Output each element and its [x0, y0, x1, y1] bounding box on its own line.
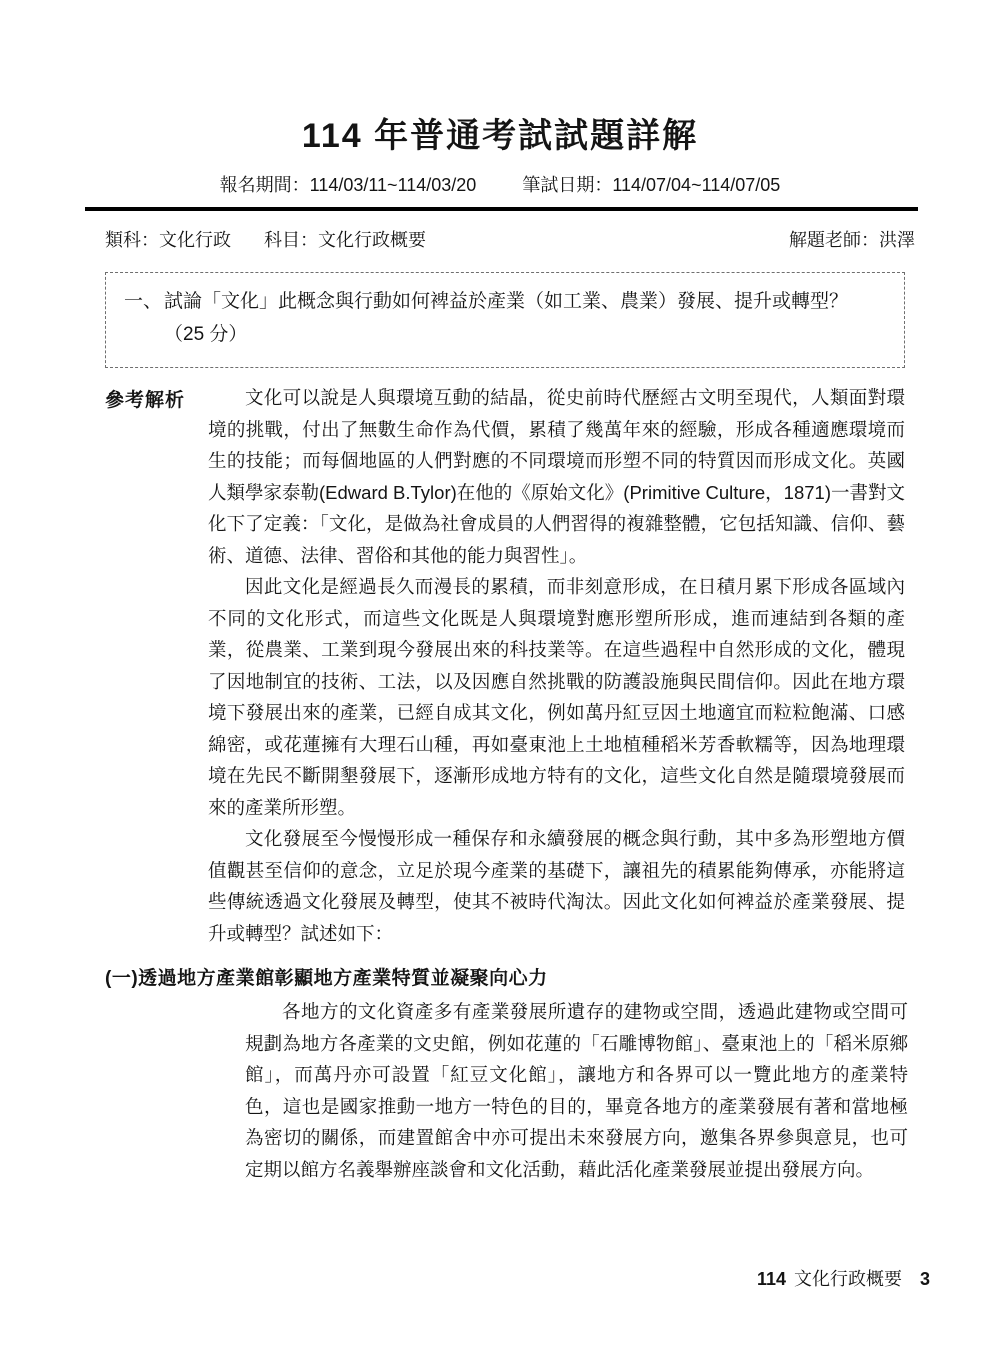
solution-label: 參考解析	[105, 390, 186, 411]
solution-paragraph: 文化發展至今慢慢形成一種保存和永續發展的概念與行動，其中多為形塑地方價值觀甚至信仰的意念，立足於現今產業的基礎下，讓祖先的積累能夠傳承，亦能將這些傳統透過文化發展及轉型，使其不被時代淘汰。因此文化如何裨益於產業發展、提升或轉型？試述如下：	[208, 828, 905, 944]
header-divider	[85, 207, 918, 211]
footer-subject: 文化行政概要	[793, 1269, 902, 1289]
header-dates	[0, 171, 1000, 197]
solution-paragraph: 文化可以說是人與環境互動的結晶，從史前時代歷經古文明至現代，人類面對環境的挑戰，付出了無數生命作為代價，累積了幾萬年來的經驗，形成各種適應環境而生的技能；而每個地區的人們對應的不同環境而形塑不同的特質因而形成文化。英國人類學家泰勒(Edward B.Tylor)在他的《原始文化》(Primitive Culture，1871)一書對文化下了定義：「文化，是做為社會成員的人們習得的複雜整體，它包括知識、信仰、藝術、道德、法律、習俗和其他的能力與習性」。	[208, 387, 905, 566]
solution-body	[208, 382, 905, 949]
footer-page-number: 3	[919, 1269, 930, 1289]
question-text: 試論「文化」此概念與行動如何裨益於產業（如工業、農業）發展、提升或轉型？	[164, 291, 849, 312]
category-label: 類科：文化行政	[105, 230, 231, 250]
written-exam-date: 筆試日期：114/07/04~114/07/05	[522, 175, 781, 195]
subject-label: 科目：文化行政概要	[264, 230, 427, 250]
footer-year: 114	[756, 1269, 786, 1289]
page-footer	[757, 1265, 930, 1291]
question-line	[124, 285, 886, 318]
question-box	[105, 272, 905, 368]
subsection-body	[245, 996, 908, 1185]
teacher-label: 解題老師：洪澤	[789, 230, 915, 250]
category-and-subject	[105, 226, 426, 252]
solution-paragraph: 因此文化是經過長久而漫長的累積，而非刻意形成，在日積月累下形成各區域內不同的文化形式，而這些文化既是人與環境對應形塑所形成，進而連結到各類的產業，從農業、工業到現今發展出來的科技業等。在這些過程中自然形成的文化，體現了因地制宜的技術、工法，以及因應自然挑戰的防護設施與民間信仰。因此在地方環境下發展出來的產業，已經自成其文化，例如萬丹紅豆因土地適宜而粒粒飽滿、口感綿密，或花蓮擁有大理石山種，再如臺東池上土地植種稻米芳香軟糯等，因為地理環境在先民不斷開墾發展下，逐漸形成地方特有的文化，這些文化自然是隨環境發展而來的產業所形塑。	[208, 576, 905, 818]
subsection-heading: (一)透過地方產業館彰顯地方產業特質並凝聚向心力	[105, 968, 548, 989]
registration-period: 報名期間：114/03/11~114/03/20	[219, 175, 477, 195]
meta-row	[105, 226, 915, 252]
page-title: 114 年普通考試試題詳解	[301, 117, 699, 155]
question-number: 一、	[124, 291, 163, 312]
solution-subsection-1	[105, 963, 908, 1185]
solution-section	[105, 382, 905, 949]
subsection-paragraph: 各地方的文化資產多有產業發展所遺存的建物或空間，透過此建物或空間可規劃為地方各產業的文史館，例如花蓮的「石雕博物館」、臺東池上的「稻米原鄉館」，而萬丹亦可設置「紅豆文化館」，讓地方和各界可以一覽此地方的產業特色，這也是國家推動一地方一特色的目的，畢竟各地方的產業發展有著和當地極為密切的關係，而建置館舍中亦可提出未來發展方向，邀集各界參與意見，也可定期以館方名義舉辦座談會和文化活動，藉此活化產業發展並提出發展方向。	[245, 1001, 908, 1180]
question-score: （25 分）	[164, 324, 248, 345]
